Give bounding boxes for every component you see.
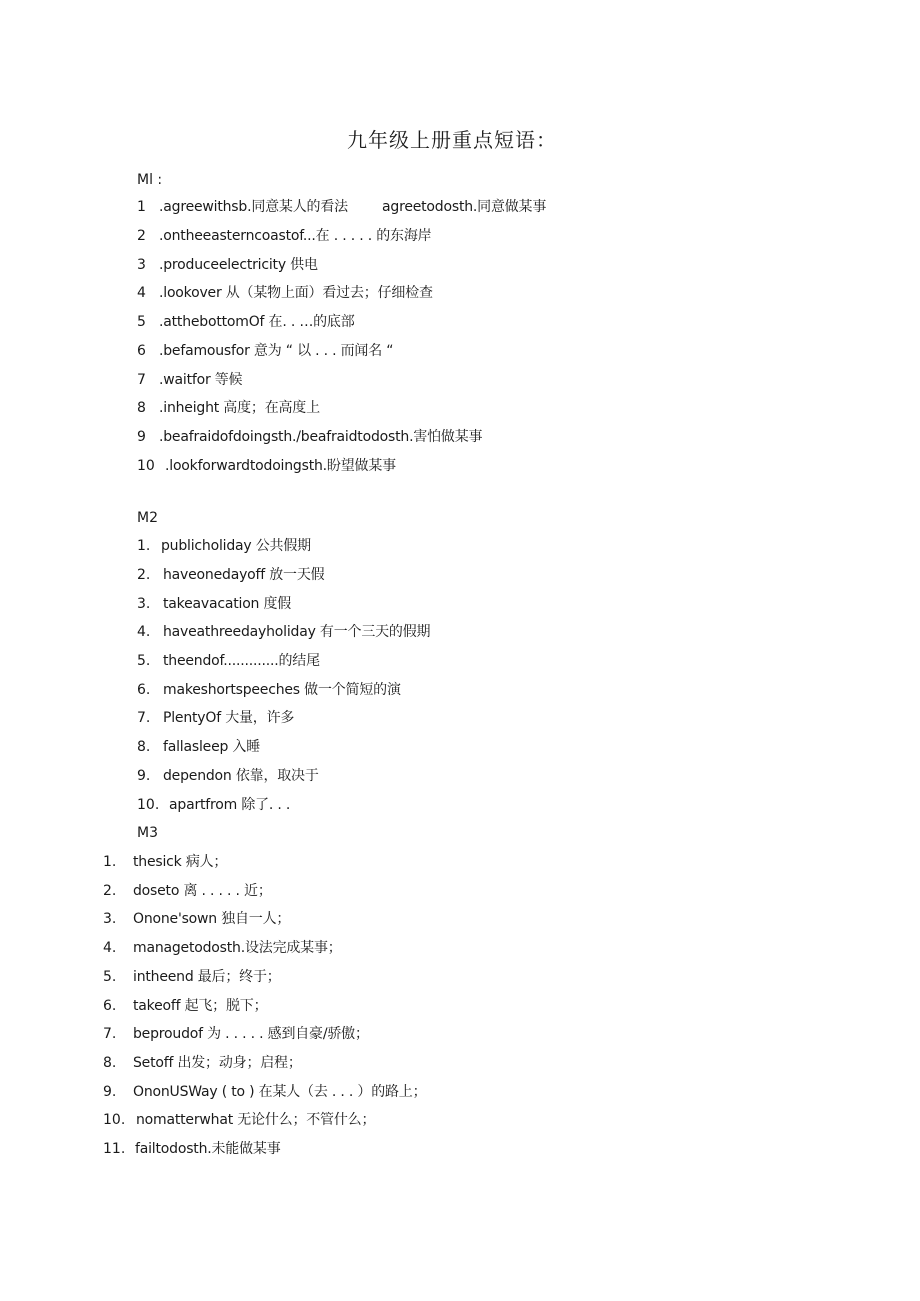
- item-text: .atthebottomOf 在. . …的底部: [159, 314, 355, 330]
- item-text: failtodosth.未能做某事: [135, 1141, 281, 1157]
- item-text: thesick 病人；: [133, 854, 228, 870]
- item-number: 4: [137, 285, 146, 301]
- item-text: takeavacation 度假: [163, 596, 292, 612]
- item-text: Onone'sown 独自一人；: [133, 911, 291, 927]
- item-text: .ontheeasterncoastof...在 . . . . . 的东海岸: [159, 228, 432, 244]
- item-text: beproudof 为 . . . . . 感到自豪/骄傲；: [133, 1026, 369, 1042]
- item-text: takeoff 起飞；脱下；: [133, 998, 268, 1014]
- section-heading-m3: M3: [137, 825, 158, 841]
- item-text: .beafraidofdoingsth./beafraidtodosth.害怕做某事: [159, 429, 483, 445]
- item-number: 10.: [103, 1112, 126, 1128]
- item-text: .lookover 从（某物上面）看过去；仔细检查: [159, 285, 433, 301]
- item-text: haveathreedayholiday 有一个三天的假期: [163, 624, 431, 640]
- item-text: publicholiday 公共假期: [161, 538, 311, 554]
- item-text: Setoff 出发；动身；启程；: [133, 1055, 302, 1071]
- item-number: 5.: [137, 653, 151, 669]
- item-number: 1: [137, 199, 146, 215]
- item-text: intheend 最后；终于；: [133, 969, 281, 985]
- item-text: fallasleep 入睡: [163, 739, 261, 755]
- item-text: PlentyOf 大量，许多: [163, 710, 295, 726]
- section-heading-m2: M2: [137, 510, 158, 526]
- item-text: makeshortspeeches 做一个简短的演: [163, 682, 401, 698]
- item-number: 9.: [103, 1084, 117, 1100]
- item-number: 6.: [137, 682, 151, 698]
- item-number: 3.: [137, 596, 151, 612]
- section-heading-m1: Ml :: [137, 172, 163, 188]
- item-number: 8.: [103, 1055, 117, 1071]
- item-text: .lookforwardtodoingsth.盼望做某事: [165, 458, 396, 474]
- item-text-secondary: agreetodosth.同意做某事: [382, 199, 547, 215]
- item-number: 8: [137, 400, 146, 416]
- item-number: 7.: [103, 1026, 117, 1042]
- item-number: 10.: [137, 797, 160, 813]
- item-number: 2.: [103, 883, 117, 899]
- item-number: 4.: [137, 624, 151, 640]
- item-text: .agreewithsb.同意某人的看法: [159, 199, 348, 215]
- item-text: .befamousfor 意为 “ 以 . . . 而闻名 “: [159, 343, 394, 359]
- item-text: doseto 离 . . . . . 近；: [133, 883, 272, 899]
- item-text: apartfrom 除了. . .: [169, 797, 291, 813]
- item-number: 10: [137, 458, 155, 474]
- item-number: 5.: [103, 969, 117, 985]
- item-text: haveonedayoff 放一天假: [163, 567, 325, 583]
- item-number: 3: [137, 257, 146, 273]
- item-number: 9.: [137, 768, 151, 784]
- item-number: 7: [137, 372, 146, 388]
- item-text: OnonUSWay ( to ) 在某人（去 . . . ）的路上；: [133, 1084, 427, 1100]
- item-number: 2.: [137, 567, 151, 583]
- item-number: 1.: [103, 854, 117, 870]
- item-number: 11.: [103, 1141, 126, 1157]
- item-text: .inheight 高度；在高度上: [159, 400, 320, 416]
- item-number: 1.: [137, 538, 151, 554]
- item-text: theendof.............的结尾: [163, 653, 320, 669]
- item-number: 8.: [137, 739, 151, 755]
- item-text: nomatterwhat 无论什么；不管什么；: [136, 1112, 376, 1128]
- item-number: 3.: [103, 911, 117, 927]
- item-number: 4.: [103, 940, 117, 956]
- item-number: 6.: [103, 998, 117, 1014]
- item-number: 2: [137, 228, 146, 244]
- item-text: .produceelectricity 供电: [159, 257, 318, 273]
- item-number: 5: [137, 314, 146, 330]
- page-title: 九年级上册重点短语：: [347, 128, 557, 152]
- item-text: managetodosth.设法完成某事；: [133, 940, 342, 956]
- item-number: 9: [137, 429, 146, 445]
- item-number: 7.: [137, 710, 151, 726]
- item-number: 6: [137, 343, 146, 359]
- item-text: dependon 依靠，取决于: [163, 768, 319, 784]
- item-text: .waitfor 等候: [159, 372, 243, 388]
